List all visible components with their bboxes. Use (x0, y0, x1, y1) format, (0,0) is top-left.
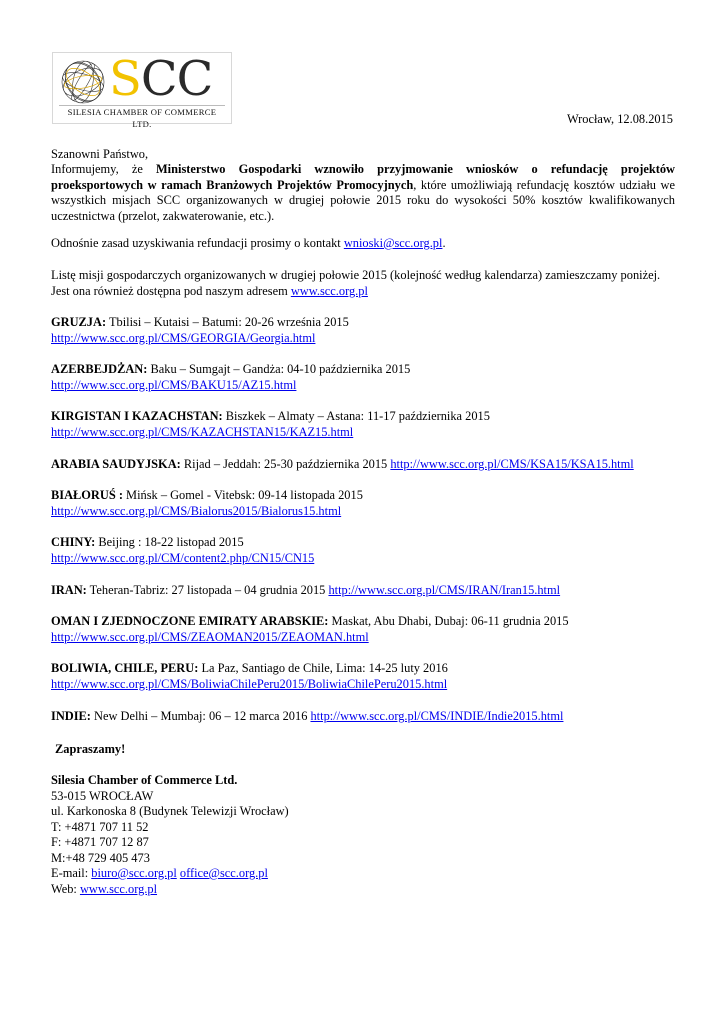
mission-indie: INDIE: New Delhi – Mumbaj: 06 – 12 marca 2016 http://www.scc.org.pl/CMS/INDIE/Indie2015.html (51, 709, 564, 723)
mission-link[interactable]: http://www.scc.org.pl/CMS/KSA15/KSA15.html (390, 457, 634, 471)
mission-link[interactable]: http://www.scc.org.pl/CMS/GEORGIA/Georgia.html (51, 330, 316, 345)
closing: Zapraszamy! (55, 742, 126, 756)
mission-bialorus: BIAŁORUŚ : Mińsk – Gomel - Vitebsk: 09-14 listopada 2015 http://www.scc.org.pl/CMS/Bialorus2015/Bialorus15.html (51, 488, 363, 518)
intro-paragraph: Informujemy, że Ministerstwo Gospodarki wznowiło przyjmowanie wniosków o refundację projektów proeksportowych w ramach Branżowych Projektów Promocyjnych, które umożliwiają refundację kosztów udziału we wszystkich misjach SCC organizowanych w drugiej połowie 2015 roku do wysokości 50% kosztów kwalifikowanych uczestnictwa (przelot, zakwaterowanie, etc.). (51, 162, 675, 223)
footer-web-label: Web: (51, 881, 80, 896)
footer-phone: T: +4871 707 11 52 (51, 819, 149, 834)
mission-link[interactable]: http://www.scc.org.pl/CMS/ZEAOMAN2015/ZEAOMAN.html (51, 629, 369, 644)
mission-azerbejdzan: AZERBEJDŻAN: Baku – Sumgajt – Gandża: 04-10 października 2015 http://www.scc.org.pl/CMS/BAKU15/AZ15.html (51, 362, 411, 392)
website-link[interactable]: www.scc.org.pl (290, 283, 368, 298)
greeting: Szanowni Państwo, (51, 147, 149, 161)
mission-boliwia-chile-peru: BOLIWIA, CHILE, PERU: La Paz, Santiago de Chile, Lima: 14-25 luty 2016 http://www.scc.org.pl/CMS/BoliwiaChilePeru2015/BoliwiaChilePeru2015.html (51, 661, 448, 691)
mission-link[interactable]: http://www.scc.org.pl/CMS/BAKU15/AZ15.html (51, 377, 297, 392)
footer-company: Silesia Chamber of Commerce Ltd. (51, 773, 238, 787)
date-line: Wrocław, 12.08.2015 (566, 112, 673, 126)
mission-oman-zea: OMAN I ZJEDNOCZONE EMIRATY ARABSKIE: Maskat, Abu Dhabi, Dubaj: 06-11 grudnia 2015 http://www.scc.org.pl/CMS/ZEAOMAN2015/ZEAOMAN.html (51, 614, 569, 644)
mission-link[interactable]: http://www.scc.org.pl/CM/content2.php/CN15/CN15 (51, 550, 315, 565)
footer-email-label: E-mail: (51, 866, 92, 880)
mission-gruzja: GRUZJA: Tbilisi – Kutaisi – Batumi: 20-26 września 2015 http://www.scc.org.pl/CMS/GEORGIA/Georgia.html (51, 315, 349, 345)
mission-chiny: CHINY: Beijing : 18-22 listopad 2015 http://www.scc.org.pl/CM/content2.php/CN15/CN15 (51, 535, 315, 565)
mission-kirgistan-kazachstan: KIRGISTAN I KAZACHSTAN: Biszkek – Almaty – Astana: 11-17 października 2015 http://www.scc.org.pl/CMS/KAZACHSTAN15/KAZ15.html (51, 409, 490, 439)
footer-street: ul. Karkonoska 8 (Budynek Telewizji Wrocław) (51, 804, 289, 818)
footer-web-link[interactable]: www.scc.org.pl (79, 881, 158, 896)
scc-logo (52, 51, 232, 129)
footer-fax: F: +4871 707 12 87 (51, 835, 149, 849)
mission-iran: IRAN: Teheran-Tabriz: 27 listopada – 04 grudnia 2015 http://www.scc.org.pl/CMS/IRAN/Iran15.html (51, 583, 561, 597)
footer-email-biuro-link[interactable]: biuro@scc.org.pl (91, 866, 177, 880)
contact-paragraph: Odnośnie zasad uzyskiwania refundacji prosimy o kontakt wnioski@scc.org.pl. (51, 236, 446, 250)
missions-intro-paragraph: Listę misji gospodarczych organizowanych w drugiej połowie 2015 (kolejność według kalendarza) zamieszczamy poniżej. Jest ona również dostępna pod naszym adresem www.scc.org.pl (51, 268, 661, 298)
logo-subtitle: SILESIA CHAMBER OF COMMERCE LTD. (59, 105, 225, 130)
globe-icon (57, 56, 109, 108)
mission-link[interactable]: http://www.scc.org.pl/CMS/KAZACHSTAN15/KAZ15.html (51, 424, 354, 439)
mission-arabia-saudyjska: ARABIA SAUDYJSKA: Rijad – Jeddah: 25-30 października 2015 http://www.scc.org.pl/CMS/KSA15/KSA15.html (51, 457, 634, 471)
contact-email-link[interactable]: wnioski@scc.org.pl (343, 236, 443, 250)
mission-link[interactable]: http://www.scc.org.pl/CMS/IRAN/Iran15.html (328, 583, 561, 597)
footer-postal: 53-015 WROCŁAW (51, 788, 154, 803)
mission-link[interactable]: http://www.scc.org.pl/CMS/INDIE/Indie2015.html (310, 709, 564, 723)
footer-mobile: M:+48 729 405 473 (51, 850, 150, 865)
footer-email-office-link[interactable]: office@scc.org.pl (179, 866, 268, 880)
mission-link[interactable]: http://www.scc.org.pl/CMS/Bialorus2015/Bialorus15.html (51, 503, 342, 518)
mission-link[interactable]: http://www.scc.org.pl/CMS/BoliwiaChilePeru2015/BoliwiaChilePeru2015.html (51, 676, 448, 691)
footer-contact (51, 773, 675, 897)
logo-wordmark: SCC (109, 51, 213, 107)
